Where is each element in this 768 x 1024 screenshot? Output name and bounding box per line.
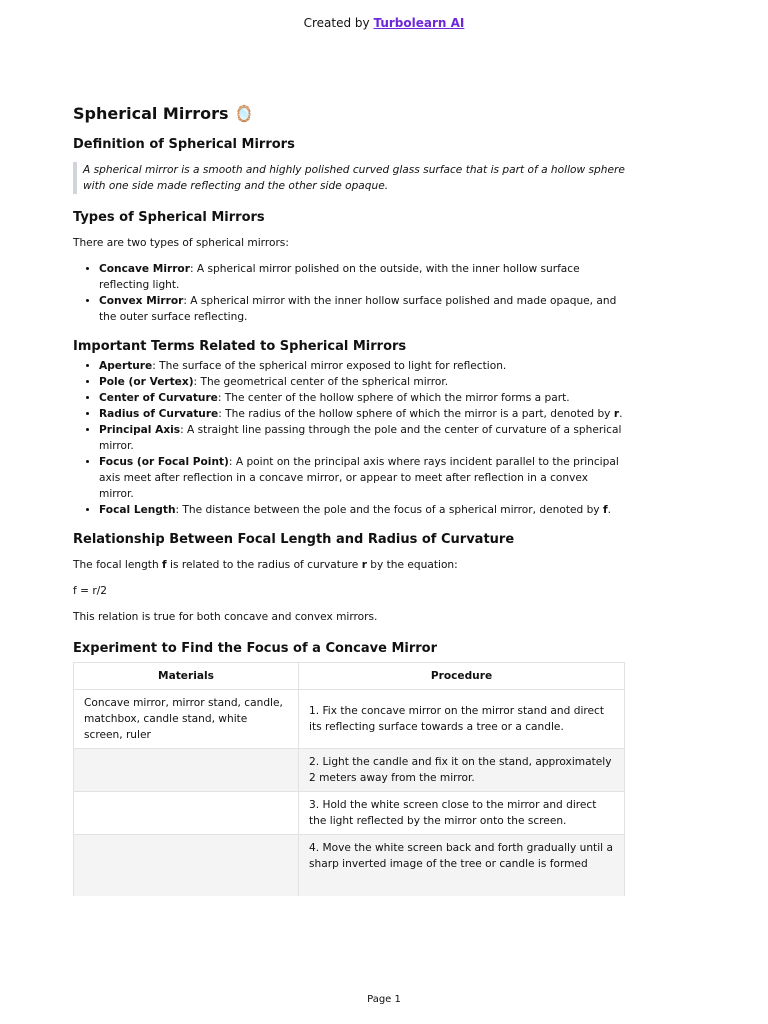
- document-content: [73, 98, 625, 896]
- term-label: Convex Mirror: [99, 295, 184, 307]
- period: .: [607, 504, 611, 516]
- term-description: : A spherical mirror polished on the outside, with the inner hollow surface reflecting light.: [99, 263, 580, 291]
- procedure-cell: 3. Hold the white screen close to the mirror and direct the light reflected by the mirror onto the screen.: [299, 792, 625, 835]
- table-row: [74, 792, 625, 835]
- term-label: Principal Axis: [99, 424, 181, 436]
- page-number: Page 1: [367, 994, 401, 1005]
- term-label: Aperture: [99, 360, 153, 372]
- term-description: : The distance between the pole and the focus of a spherical mirror, denoted by: [175, 504, 603, 516]
- list-item: [99, 502, 625, 518]
- term-description: : The radius of the hollow sphere of which the mirror is a part, denoted by: [218, 408, 614, 420]
- types-intro: There are two types of spherical mirrors:: [73, 237, 289, 249]
- materials-cell: [74, 749, 299, 792]
- term-label: Concave Mirror: [99, 263, 190, 275]
- types-heading: Types of Spherical Mirrors: [73, 210, 265, 225]
- procedure-cell: 4. Move the white screen back and forth gradually until a sharp inverted image of the tree or candle is formed: [299, 835, 625, 897]
- equation: f = r/2: [73, 585, 108, 597]
- list-item: [99, 261, 625, 293]
- relationship-note: This relation is true for both concave and convex mirrors.: [73, 611, 378, 623]
- list-item: [99, 293, 625, 325]
- materials-column-header: Materials: [74, 663, 299, 690]
- term-description: : The center of the hollow sphere of which the mirror forms a part.: [217, 392, 570, 404]
- term-description: : A point on the principal axis where rays incident parallel to the principal axis meet after reflection in a concave mirror, or appear to meet after reflection in a convex mirror.: [99, 456, 619, 500]
- symbol-r: r: [361, 559, 367, 571]
- term-label: Radius of Curvature: [99, 408, 219, 420]
- materials-cell: [74, 835, 299, 897]
- term-description: : A spherical mirror with the inner hollow surface polished and made opaque, and the outer surface reflecting.: [99, 295, 617, 323]
- list-item: [99, 390, 625, 406]
- types-list: [73, 261, 625, 325]
- symbol-r: r: [613, 408, 620, 420]
- list-item: [99, 454, 625, 502]
- relationship-text: The focal length f is related to the radius of curvature r by the equation:: [73, 559, 458, 571]
- term-label: Focus (or Focal Point): [99, 456, 229, 468]
- terms-list: [73, 358, 625, 518]
- term-description: : The geometrical center of the spherical mirror.: [193, 376, 449, 388]
- term-label: Center of Curvature: [99, 392, 218, 404]
- experiment-table: [73, 662, 625, 896]
- table-header-row: [74, 663, 625, 690]
- turbolearn-link[interactable]: Turbolearn AI: [373, 16, 465, 30]
- relationship-heading: Relationship Between Focal Length and Radius of Curvature: [73, 532, 515, 547]
- term-description: : The surface of the spherical mirror exposed to light for reflection.: [152, 360, 507, 372]
- procedure-cell: 2. Light the candle and fix it on the stand, approximately 2 meters away from the mirror.: [299, 749, 625, 792]
- symbol-f: f: [602, 504, 608, 516]
- symbol-f: f: [162, 559, 167, 571]
- table-row: [74, 835, 625, 897]
- page-title: Spherical Mirrors 🪞: [73, 104, 255, 123]
- term-description: : A straight line passing through the pole and the center of curvature of a spherical mirror.: [99, 424, 622, 452]
- terms-heading: Important Terms Related to Spherical Mirrors: [73, 339, 407, 354]
- table-row: [74, 749, 625, 792]
- procedure-cell: 1. Fix the concave mirror on the mirror stand and direct its reflecting surface towards a tree or a candle.: [299, 690, 625, 749]
- table-row: [74, 690, 625, 749]
- list-item: [99, 422, 625, 454]
- definition-heading: Definition of Spherical Mirrors: [73, 137, 295, 152]
- term-label: Pole (or Vertex): [99, 376, 194, 388]
- experiment-heading: Experiment to Find the Focus of a Concave Mirror: [73, 641, 438, 656]
- list-item: [99, 374, 625, 390]
- materials-cell: [74, 792, 299, 835]
- page-header: [0, 16, 768, 30]
- list-item: [99, 406, 625, 422]
- list-item: [99, 358, 625, 374]
- definition-quote: A spherical mirror is a smooth and highly polished curved glass surface that is part of a hollow sphere with one side made reflecting and the other side opaque.: [73, 162, 625, 194]
- procedure-column-header: Procedure: [299, 663, 625, 690]
- period: .: [619, 408, 623, 420]
- materials-cell: Concave mirror, mirror stand, candle, matchbox, candle stand, white screen, ruler: [74, 690, 299, 749]
- term-label: Focal Length: [99, 504, 176, 516]
- created-by-text: Created by: [303, 16, 374, 30]
